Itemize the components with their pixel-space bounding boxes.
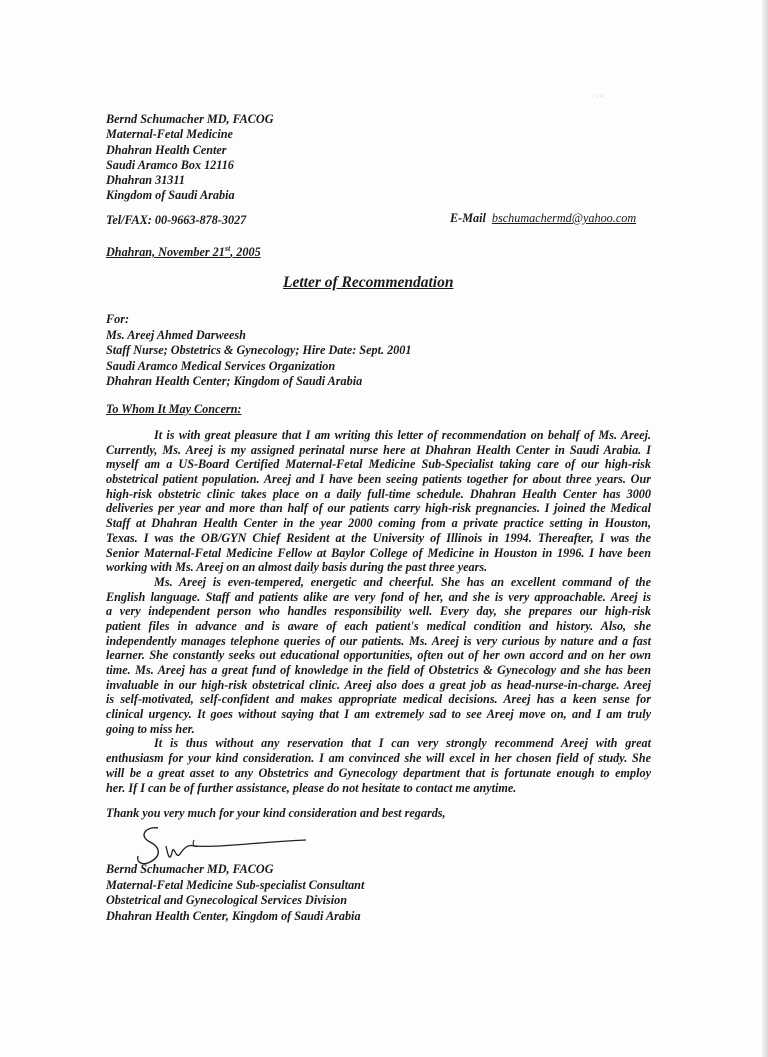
body-line: a very independent person who handles responsibility well. Every day, she prepares our high-risk bbox=[106, 604, 651, 619]
sender-box: Saudi Aramco Box 12116 bbox=[106, 157, 234, 172]
body-line: time. Ms. Areej has a great fund of knowledge in the field of Obstetrics & Gynecology and she has been bbox=[106, 663, 651, 677]
date-year: , 2005 bbox=[230, 245, 261, 260]
signer-institution: Dhahran Health Center, Kingdom of Saudi Arabia bbox=[106, 908, 361, 923]
sender-address-block bbox=[106, 112, 274, 204]
body-line: It is with great pleasure that I am writing this letter of recommendation on behalf of Ms. Areej. bbox=[154, 428, 651, 442]
sender-name: Bernd Schumacher MD, FACOG bbox=[106, 112, 274, 126]
salutation: To Whom It May Concern: bbox=[106, 402, 242, 416]
body-line: It is thus without any reservation that I can very strongly recommend Areej with great bbox=[154, 736, 651, 751]
body-line: Staff at Dhahran Health Center in the year 2000 coming from a private practice setting in Houston, bbox=[106, 516, 651, 531]
recipient-name: Ms. Areej Ahmed Darweesh bbox=[106, 327, 246, 342]
body-line: obstetrical patient population. Areej and I have been seeing patients together for about three years. Our bbox=[106, 472, 651, 487]
recipient-organization: Saudi Aramco Medical Services Organization bbox=[106, 358, 336, 373]
page-edge-shadow bbox=[762, 0, 768, 1057]
recipient-position: Staff Nurse; Obstetrics & Gynecology; Hire Date: Sept. 2001 bbox=[106, 343, 412, 358]
letter-body bbox=[106, 428, 651, 795]
scan-speck: · · bbox=[596, 92, 602, 101]
telfax-line: Tel/FAX: 00-9663-878-3027 bbox=[106, 213, 247, 227]
body-line: deliveries per year and more than half of our patients carry high-risk pregnancies. I joined the Medical bbox=[106, 501, 651, 516]
body-line: enthusiasm for your kind consideration. I am convinced she will excel in her chosen field of study. She bbox=[106, 751, 651, 766]
body-line: working with Ms. Areej on an almost daily basis during the past three years. bbox=[106, 560, 488, 575]
signer-division: Obstetrical and Gynecological Services Division bbox=[106, 893, 348, 908]
body-line: learner. She constantly seeks out educational opportunities, often out of her own accord and on her own bbox=[106, 648, 651, 663]
closing-line: Thank you very much for your kind consideration and best regards, bbox=[106, 806, 446, 820]
date-prefix: Dhahran, November 21 bbox=[106, 245, 225, 260]
signature-block bbox=[106, 862, 364, 924]
email-label: E-Mail bbox=[450, 211, 486, 225]
body-line: Senior Maternal-Fetal Medicine Fellow at Baylor College of Medicine in Houston in 1996. I have been bbox=[106, 545, 651, 560]
sender-institution: Dhahran Health Center bbox=[106, 142, 227, 157]
sender-country: Kingdom of Saudi Arabia bbox=[106, 188, 235, 203]
signer-title: Maternal-Fetal Medicine Sub-specialist Consultant bbox=[106, 877, 365, 892]
sender-department: Maternal-Fetal Medicine bbox=[106, 127, 233, 142]
sender-city: Dhahran 31311 bbox=[106, 173, 185, 188]
body-line: clinical urgency. It goes without saying that I am extremely sad to see Areej move on, and I am truly bbox=[106, 707, 651, 722]
body-line: Texas. I was the OB/GYN Chief Resident at the University of Illinois in 1994. Thereafter, I was the bbox=[106, 530, 651, 545]
body-line: is self-motivated, self-confident and makes appropriate medical decisions. Areej has a keen sense for bbox=[106, 692, 651, 707]
letter-title: Letter of Recommendation bbox=[283, 274, 454, 291]
body-line: going to miss her. bbox=[106, 721, 195, 736]
date-ordinal: st bbox=[224, 244, 231, 253]
email-address: bschumachermd@yahoo.com bbox=[491, 211, 637, 225]
body-line: high-risk obstetric clinic takes place on a daily full-time schedule. Dhahran Health Center has 3000 bbox=[106, 486, 651, 501]
body-line: will be a great asset to any Obstetrics and Gynecology department that is fortunate enough to employ bbox=[106, 765, 651, 780]
body-line: patient files in advance and is aware of each patient's medical condition and history. Also, she bbox=[106, 618, 651, 633]
for-label: For: bbox=[106, 312, 130, 326]
recipient-location: Dhahran Health Center; Kingdom of Saudi Arabia bbox=[106, 374, 363, 389]
body-line: invaluable in our high-risk obstetrical clinic. Areej also does a great job as head-nurse-in-charge. Areej bbox=[106, 677, 651, 692]
body-line: independently manages telephone queries of our patients. Ms. Areej is very curious by nature and a fast bbox=[106, 633, 651, 648]
email-line bbox=[450, 211, 636, 226]
body-line: Currently, Ms. Areej is my assigned perinatal nurse here at Dhahran Health Center in Saudi Arabia. I bbox=[106, 442, 651, 457]
signer-name: Bernd Schumacher MD, FACOG bbox=[106, 862, 274, 876]
body-line: English language. Staff and patients alike are very fond of her, and she is very approachable. Areej is bbox=[106, 589, 651, 604]
body-line: myself am a US-Board Certified Maternal-Fetal Medicine Sub-Specialist taking care of our high-risk bbox=[106, 457, 651, 472]
recipient-block bbox=[106, 312, 411, 390]
body-line: Ms. Areej is even-tempered, energetic and cheerful. She has an excellent command of the bbox=[154, 574, 651, 589]
body-line: her. If I can be of further assistance, please do not hesitate to contact me anytime. bbox=[106, 780, 517, 795]
date-line bbox=[106, 244, 261, 260]
